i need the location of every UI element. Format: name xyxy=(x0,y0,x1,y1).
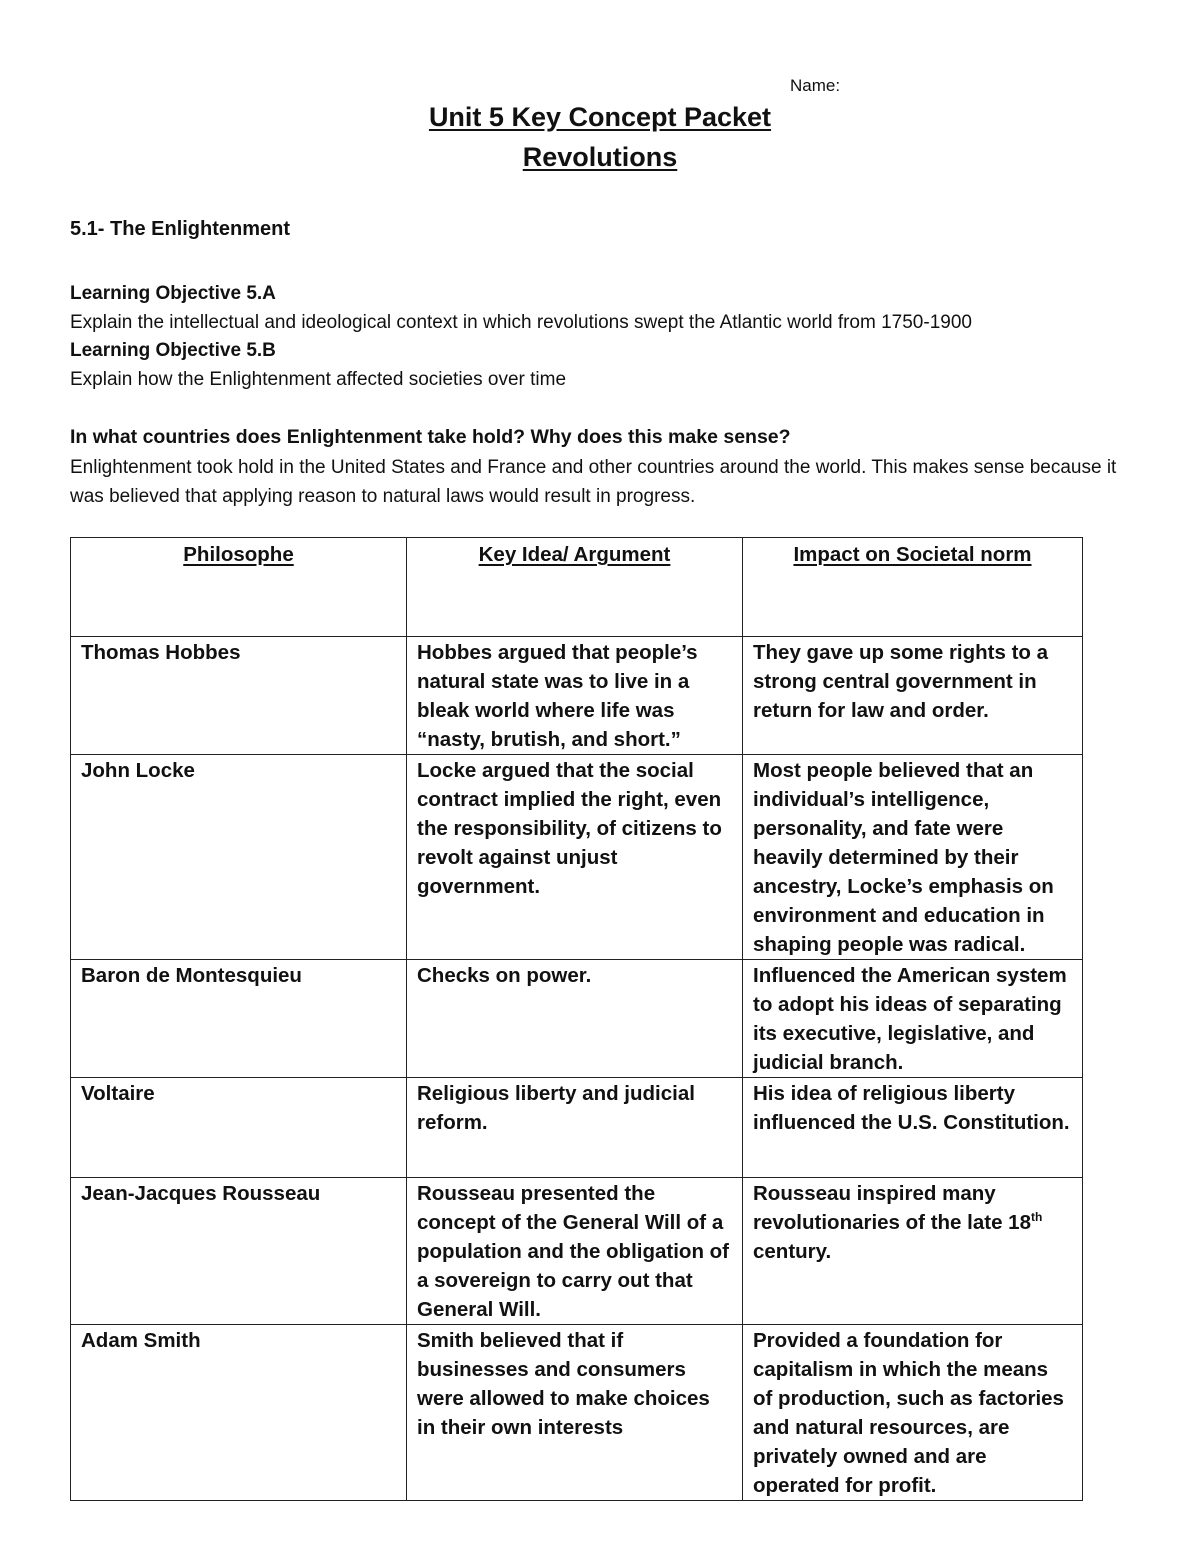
name-label: Name: xyxy=(790,76,841,95)
page-subtitle: Revolutions xyxy=(522,142,678,172)
impact xyxy=(743,1178,1083,1325)
page-title: Unit 5 Key Concept Packet xyxy=(428,102,772,132)
impact-text-end: century. xyxy=(753,1240,832,1263)
table-header-row xyxy=(71,538,1083,637)
objective-a-text: Explain the intellectual and ideological context in which revolutions swept the Atlantic world from 1750-1900 xyxy=(70,312,972,333)
header-impact: Impact on Societal norm xyxy=(743,538,1083,637)
philosophe-name: Jean-Jacques Rousseau xyxy=(71,1178,407,1325)
philosophe-name: John Locke xyxy=(71,755,407,960)
philosophes-table xyxy=(70,537,1083,1501)
philosophe-name: Voltaire xyxy=(71,1078,407,1178)
philosophe-name: Thomas Hobbes xyxy=(71,637,407,755)
objective-b-label: Learning Objective 5.B xyxy=(70,340,276,361)
section-heading: 5.1- The Enlightenment xyxy=(70,218,291,240)
table-row xyxy=(71,755,1083,960)
answer-text: Enlightenment took hold in the United States and France and other countries around the world. This makes sense because it was believed that applying reason to natural laws would result in progress. xyxy=(70,457,1117,507)
header-key-idea: Key Idea/ Argument xyxy=(407,538,743,637)
impact-text: Rousseau inspired many revolutionaries of the late 18 xyxy=(753,1182,1031,1234)
objective-a-label: Learning Objective 5.A xyxy=(70,283,276,304)
key-idea: Rousseau presented the concept of the General Will of a population and the obligation of a sovereign to carry out that General Will. xyxy=(407,1178,743,1325)
impact: His idea of religious liberty influenced the U.S. Constitution. xyxy=(743,1078,1083,1178)
key-idea: Smith believed that if businesses and consumers were allowed to make choices in their own interests xyxy=(407,1325,743,1501)
key-idea: Locke argued that the social contract implied the right, even the responsibility, of citizens to revolt against unjust government. xyxy=(407,755,743,960)
question-text: In what countries does Enlightenment take hold? Why does this make sense? xyxy=(70,426,791,448)
philosophe-name: Baron de Montesquieu xyxy=(71,960,407,1078)
key-idea: Hobbes argued that people’s natural state was to live in a bleak world where life was “nasty, brutish, and short.” xyxy=(407,637,743,755)
table-row xyxy=(71,960,1083,1078)
header-philosophe: Philosophe xyxy=(71,538,407,637)
table-row xyxy=(71,1078,1083,1178)
impact: Provided a foundation for capitalism in which the means of production, such as factories and natural resources, are privately owned and are operated for profit. xyxy=(743,1325,1083,1501)
table-row xyxy=(71,1178,1083,1325)
table-row xyxy=(71,637,1083,755)
key-idea: Religious liberty and judicial reform. xyxy=(407,1078,743,1178)
table-row xyxy=(71,1325,1083,1501)
impact: Most people believed that an individual’s intelligence, personality, and fate were heavily determined by their ancestry, Locke’s emphasis on environment and education in shaping people was radical. xyxy=(743,755,1083,960)
key-idea: Checks on power. xyxy=(407,960,743,1078)
impact: Influenced the American system to adopt his ideas of separating its executive, legislative, and judicial branch. xyxy=(743,960,1083,1078)
ordinal-suffix: th xyxy=(1030,1210,1043,1225)
objective-b-text: Explain how the Enlightenment affected societies over time xyxy=(70,369,567,390)
philosophe-name: Adam Smith xyxy=(71,1325,407,1501)
impact: They gave up some rights to a strong central government in return for law and order. xyxy=(743,637,1083,755)
